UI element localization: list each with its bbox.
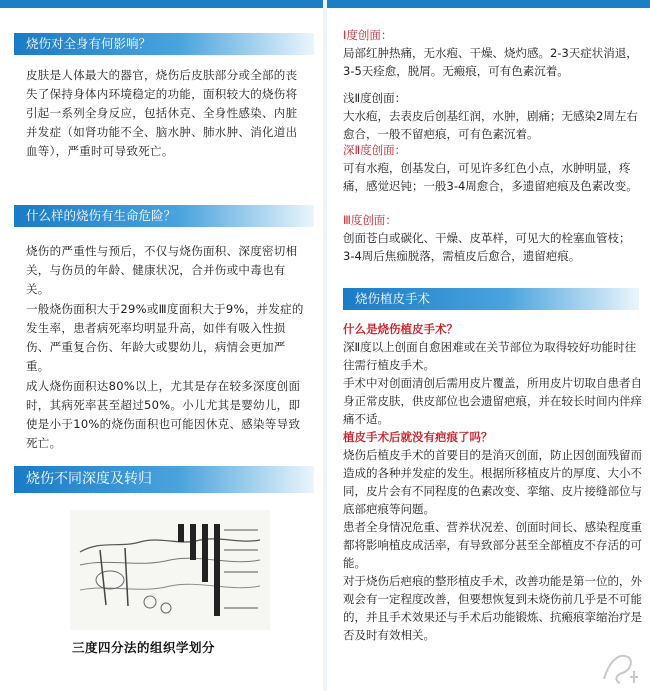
depth-bar-deep-2 [202,524,208,582]
section-body-effect: 皮肤是人体最大的器官，烧伤后皮肤部分或全部的丧失了保持身体内环境稳定的功能，面积较大的烧伤将引起一系列全身反应，包括休克、全身性感染、内脏并发症（如肾功能不全、脑水肿、肺水肿、消化道出血等），严重时可导致死亡。 [26,68,298,158]
graft-answer-2-p1: 烧伤后植皮手术的首要目的是消灭创面，防止因创面残留而造成的各种并发症的发生。根据所移植皮片的厚度、大小不同，皮片会有不同程度的色素改变、挛缩、皮片接缝部位与底部疤痕等问题。 [343,448,642,516]
section-title-skin-graft: 烧伤植皮手术 [343,288,639,310]
graft-answer-1-p1: 深Ⅱ度以上创面自愈困难或在关节部位为取得较好功能时往往需行植皮手术。 [343,340,637,372]
degree-2-deep-block [343,141,639,195]
degree-3-heading: Ⅲ度创面： [343,213,397,227]
degree-3-block [343,211,639,265]
graft-answer-1-p2: 手术中对创面清创后需用皮片覆盖，所用皮片切取自患者自身正常皮肤，供皮部位也会遗留疤痕，并在较长时间内伴痒痛不适。 [343,376,642,426]
graft-answer-2-p2: 患者全身情况危重、营养状况差、创面时间长、感染程度重都将影响植皮成活率，有导致部分甚至全部植皮不存活的可能。 [343,520,642,570]
degree-1-heading: Ⅰ度创面： [343,28,393,42]
degree-2-shallow-block [343,89,639,143]
degree-3-text: 创面苍白或碳化、干燥、皮革样，可见大的栓塞血管枝；3-4周后焦痂脱落，需植皮后愈合，遗留疤痕。 [343,231,631,263]
danger-paragraph-3: 成人烧伤面积达80%以上，尤其是存在较多深度创面时，其病死率甚至超过50%。小儿尤其是婴幼儿，即使是小于10%的烧伤面积也可能因休克、感染等导致死亡。 [26,379,301,450]
degree-2-shallow-heading: 浅Ⅱ度创面： [343,91,407,105]
degree-1-block [343,26,639,80]
left-column [0,0,323,691]
degree-2-deep-text: 可有水疱，创基发白，可见许多红色小点，水肿明显，疼痛，感觉迟钝；一般3-4周愈合，多遗留疤痕及色素改变。 [343,161,638,193]
section-title-depth: 烧伤不同深度及转归 [14,466,314,493]
degree-1-text: 局部红肿热痛，无水疱、干燥、烧灼感。2-3天症状消退，3-5天痊愈，脱屑。无瘢痕，可有色素沉着。 [343,46,638,78]
right-column [327,0,650,691]
danger-paragraph-2: 一般烧伤面积大于29%或Ⅲ度面积大于9%，并发症的发生率，患者病死率均明显升高，如伴有吸入性损伤、严重复合伤、年龄大或婴幼儿，病情会更加严重。 [26,302,304,373]
skin-graft-content [343,320,643,644]
graft-question-1: 什么是烧伤植皮手术？ [343,322,458,336]
danger-paragraph-1: 烧伤的严重性与预后，不仅与烧伤面积、深度密切相关，与伤员的年龄、健康状况，合并伤或中毒也有关。 [26,244,298,296]
skin-layers-diagram [70,510,270,630]
figure-caption: 三度四分法的组织学划分 [72,640,216,655]
top-accent-bar [0,0,323,8]
section-title-danger: 什么样的烧伤有生命危险？ [14,205,314,227]
section-title-body-effect: 烧伤对全身有何影响？ [14,33,314,55]
graft-answer-2-p3: 对于烧伤后疤痕的整形植皮手术，改善功能是第一位的，外观会有一定程度改善，但要想恢复到未烧伤前几乎是不可能的，并且手术效果还与手术后功能锻炼、抗瘢痕挛缩治疗是否及时有效相关。 [343,574,642,642]
watermark-logo-icon [600,649,642,685]
degree-2-shallow-text: 大水疱，去表皮后创基红润，水肿，剧痛；无感染2周左右愈合，一般不留疤痕，可有色素沉着。 [343,109,638,141]
diagram-frame [70,510,270,630]
degree-2-deep-heading: 深Ⅱ度创面： [343,143,407,157]
depth-bar-degree-3 [214,524,220,616]
depth-bar-shallow-2 [190,524,196,560]
top-accent-bar [327,0,650,8]
graft-question-2: 植皮手术后就没有疤痕了吗？ [343,430,493,444]
depth-bar-degree-1 [178,524,184,542]
